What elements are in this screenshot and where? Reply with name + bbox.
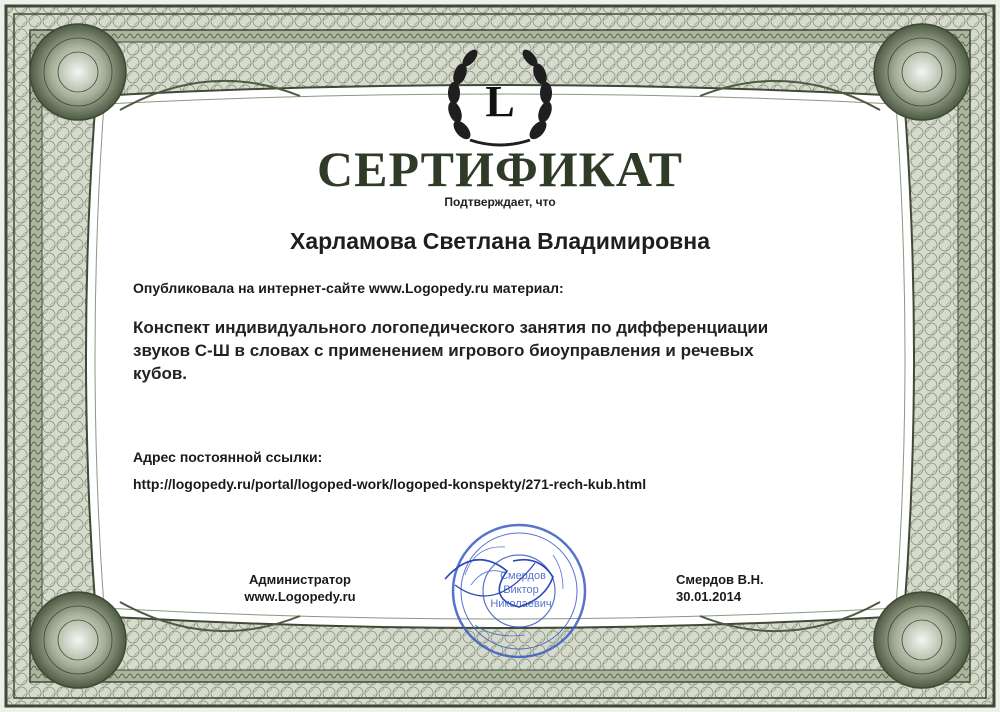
- material-line: Конспект индивидуального логопедического занятия по дифференциации: [133, 318, 769, 337]
- corner-ornament-top-left: [30, 24, 126, 120]
- svg-text:L: L: [485, 77, 515, 126]
- signer-name: Смердов В.Н.: [676, 572, 764, 587]
- material-line: звуков С-Ш в словах с применением игрового биоуправления и речевых: [133, 341, 754, 360]
- official-stamp: [435, 515, 595, 665]
- corner-ornament-bottom-left: [30, 592, 126, 688]
- signer-block: [676, 571, 764, 605]
- stamp-text: Смердов: [500, 570, 546, 582]
- material-line: кубов.: [133, 364, 188, 383]
- material-title: [133, 316, 853, 385]
- admin-block: [234, 571, 366, 605]
- stamp-text: Николаевич: [490, 598, 552, 610]
- admin-site: www.Logopedy.ru: [244, 589, 356, 604]
- stamp-text: Виктор: [503, 584, 539, 596]
- subtitle: Подтверждает, что: [444, 195, 556, 209]
- address-url: http://logopedy.ru/portal/logoped-work/logoped-konspekty/271-rech-kub.html: [133, 476, 647, 492]
- signature-date: 30.01.2014: [676, 589, 742, 604]
- corner-ornament-top-right: [874, 24, 970, 120]
- corner-ornament-bottom-right: [874, 592, 970, 688]
- published-line: Опубликовала на интернет-сайте www.Logopedy.ru материал:: [133, 280, 564, 296]
- certificate-title: СЕРТИФИКАТ: [316, 141, 683, 197]
- recipient-name: Харламова Светлана Владимировна: [290, 228, 710, 254]
- admin-title: Администратор: [249, 572, 351, 587]
- address-label: Адрес постоянной ссылки:: [133, 449, 323, 465]
